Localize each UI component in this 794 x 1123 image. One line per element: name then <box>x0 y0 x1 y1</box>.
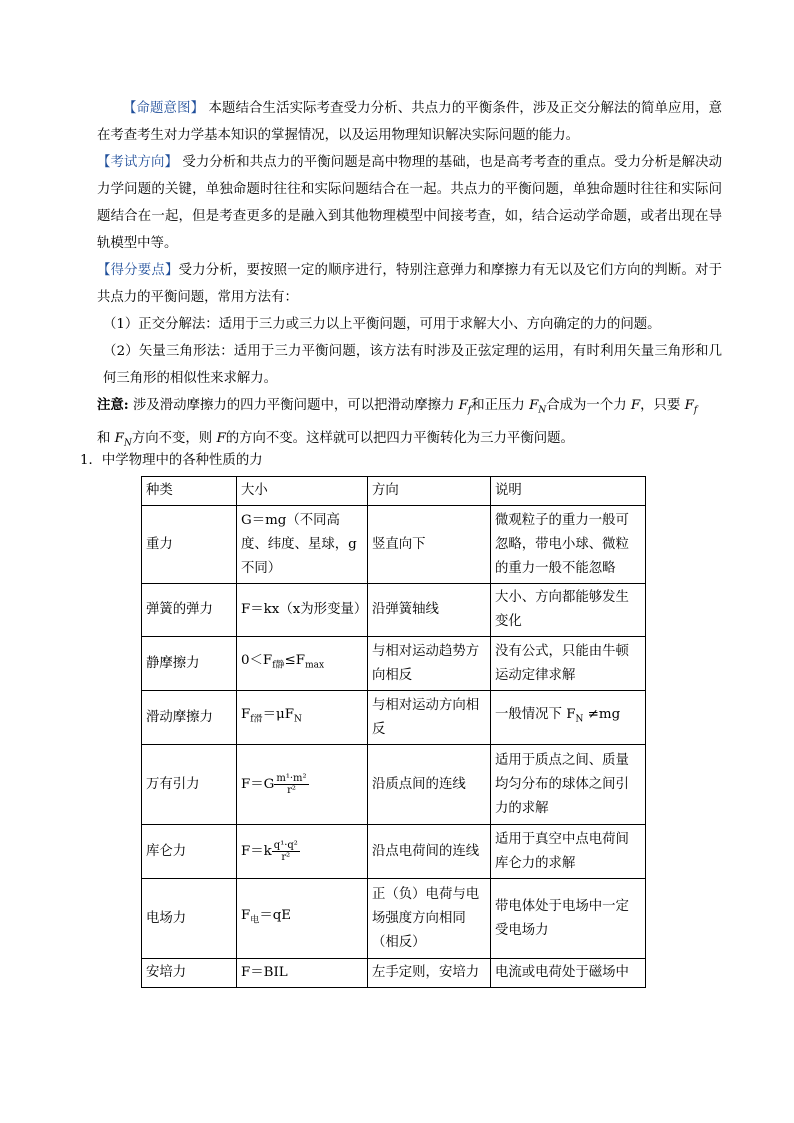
cell-note: 没有公式，只能由牛顿运动定律求解 <box>491 637 646 691</box>
section-title: 1．中学物理中的各种性质的力 <box>80 453 263 468</box>
header-kind: 种类 <box>142 477 237 506</box>
intent-text: 本题结合生活实际考查受力分析、共点力的平衡条件，涉及正交分解法的简单应用，意在考查考生对力学基本知识的掌握情况，以及运用物理知识解决实际问题的能力。 <box>97 101 722 143</box>
cell-size: G＝mg（不同高度、纬度、星球，g 不同） <box>237 506 368 584</box>
cell-kind: 滑动摩擦力 <box>142 691 237 745</box>
header-direction: 方向 <box>368 477 491 506</box>
note-text-g: 的方向不变。这样就可以把四力平衡转化为三力平衡问题。 <box>225 430 574 446</box>
scoring-text: 受力分析，要按照一定的顺序进行，特别注意弹力和摩擦力有无以及它们方向的判断。对于共点力的平衡问题，常用方法有： <box>97 263 723 305</box>
cell-size <box>237 825 368 879</box>
cell-size: F＝BIL <box>237 959 368 988</box>
symbol-ff-2-sub: f <box>693 405 698 416</box>
cell-note: 适用于质点之间、质量均匀分布的球体之间引力的求解 <box>491 745 646 825</box>
note-text: 一般情况下 F <box>495 707 576 723</box>
symbol-ff-sub: f <box>467 405 472 416</box>
symbol-fn-sub: N <box>538 405 547 416</box>
cell-size <box>237 879 368 959</box>
size-tail-sub: max <box>305 660 325 671</box>
cell-note: 电流或电荷处于磁场中 <box>491 959 646 988</box>
symbol-ff-2: F <box>684 398 694 413</box>
note-text-a: 涉及滑动摩擦力的四力平衡问题中，可以把滑动摩擦力 <box>128 398 459 413</box>
size-text: 0＜F <box>241 653 273 669</box>
cell-direction: 与相对运动趋势方向相反 <box>368 637 491 691</box>
paragraph-scoring-points <box>97 257 722 311</box>
cell-kind: 万有引力 <box>142 745 237 825</box>
header-note: 说明 <box>491 477 646 506</box>
note-text-c: 合成为一个力 <box>546 398 631 413</box>
scoring-tag: 【得分要点】 <box>97 263 179 278</box>
table-row <box>142 825 646 879</box>
fraction <box>272 840 300 863</box>
cell-kind: 库仑力 <box>142 825 237 879</box>
note-text-e: 和 <box>97 430 115 446</box>
table-row <box>142 745 646 825</box>
size-sub: f静 <box>272 660 285 671</box>
size-tail-sub: N <box>294 714 302 725</box>
cell-size <box>237 637 368 691</box>
symbol-f: F <box>630 398 641 413</box>
exam-direction-tag: 【考试方向】 <box>97 155 178 170</box>
size-text: F <box>241 908 251 924</box>
intent-tag: 【命题意图】 <box>123 101 205 116</box>
cell-note <box>491 691 646 745</box>
table-row <box>142 637 646 691</box>
size-sub: 电 <box>250 915 260 926</box>
cell-size <box>237 691 368 745</box>
cell-direction: 沿质点间的连线 <box>368 745 491 825</box>
cell-kind: 安培力 <box>142 959 237 988</box>
cell-note: 带电体处于电场中一定受电场力 <box>491 879 646 959</box>
table-row <box>142 506 646 584</box>
cell-direction: 竖直向下 <box>368 506 491 584</box>
size-tail: ≤F <box>284 653 306 669</box>
cell-kind: 重力 <box>142 506 237 584</box>
cell-note: 微观粒子的重力一般可忽略，带电小球、微粒的重力一般不能忽略 <box>491 506 646 584</box>
table-row <box>142 584 646 637</box>
cell-note: 适用于真空中点电荷间库仑力的求解 <box>491 825 646 879</box>
note-tail: ≠mg <box>583 707 621 723</box>
symbol-ff: F <box>458 398 468 413</box>
cell-direction: 沿点电荷间的连线 <box>368 825 491 879</box>
size-sub: f滑 <box>250 714 263 725</box>
cell-direction: 正（负）电荷与电场强度方向相同（相反） <box>368 879 491 959</box>
paragraph-intent <box>97 95 722 149</box>
method-vector-triangle: （2）矢量三角形法：适用于三力平衡问题，该方法有时涉及正弦定理的运用，有时利用矢量三角形和几何三角形的相似性来求解力。 <box>103 344 722 386</box>
header-size: 大小 <box>237 477 368 506</box>
note-text-d: ，只要 <box>640 398 685 413</box>
size-tail: ＝qE <box>259 908 292 924</box>
size-text: F＝k <box>241 843 272 859</box>
table-header-row <box>142 477 646 506</box>
symbol-f-2: F <box>216 430 226 446</box>
note-text-b: 和正压力 <box>471 398 530 413</box>
method-orthogonal: （1）正交分解法：适用于三力或三力以上平衡问题，可用于求解大小、方向确定的力的问题。 <box>103 317 661 332</box>
size-text: F <box>241 707 251 723</box>
cell-kind: 弹簧的弹力 <box>142 584 237 637</box>
fraction-denominator: r² <box>281 851 291 863</box>
cell-direction: 与相对运动方向相反 <box>368 691 491 745</box>
cell-direction: 沿弹簧轴线 <box>368 584 491 637</box>
cell-size: F＝kx（x为形变量） <box>237 584 368 637</box>
paragraph-exam-direction <box>97 149 722 257</box>
size-tail: ＝μF <box>262 707 295 723</box>
cell-direction: 左手定则，安培力 <box>368 959 491 988</box>
note-sub: N <box>575 714 584 725</box>
symbol-fn-2-sub: N <box>123 438 132 449</box>
cell-note: 大小、方向都能够发生变化 <box>491 584 646 637</box>
table-row <box>142 959 646 988</box>
fraction-numerator: m¹·m² <box>276 772 307 784</box>
note-label: 注意: <box>97 397 129 413</box>
fraction <box>274 773 308 796</box>
cell-kind: 电场力 <box>142 879 237 959</box>
note-text-f: 方向不变，则 <box>131 430 217 446</box>
table-row <box>142 691 646 745</box>
fraction-numerator: q¹·q² <box>273 839 298 851</box>
table-row <box>142 879 646 959</box>
fraction-denominator: r² <box>287 784 296 796</box>
symbol-fn-2: F <box>114 430 124 446</box>
forces-table <box>141 476 646 988</box>
size-text: F＝G <box>241 776 275 792</box>
exam-direction-text: 受力分析和共点力的平衡问题是高中物理的基础，也是高考考查的重点。受力分析是解决动力学问题的关键，单独命题时往往和实际问题结合在一起。共点力的平衡问题，单独命题时往往和实际问题结合在一起，但是考查更多的是融入到其他物理模型中间接考查，如，结合运动学命题，或者出现在导轨模型中等。 <box>97 155 722 251</box>
cell-kind: 静摩擦力 <box>142 637 237 691</box>
symbol-fn: F <box>529 398 539 413</box>
cell-size <box>237 745 368 825</box>
